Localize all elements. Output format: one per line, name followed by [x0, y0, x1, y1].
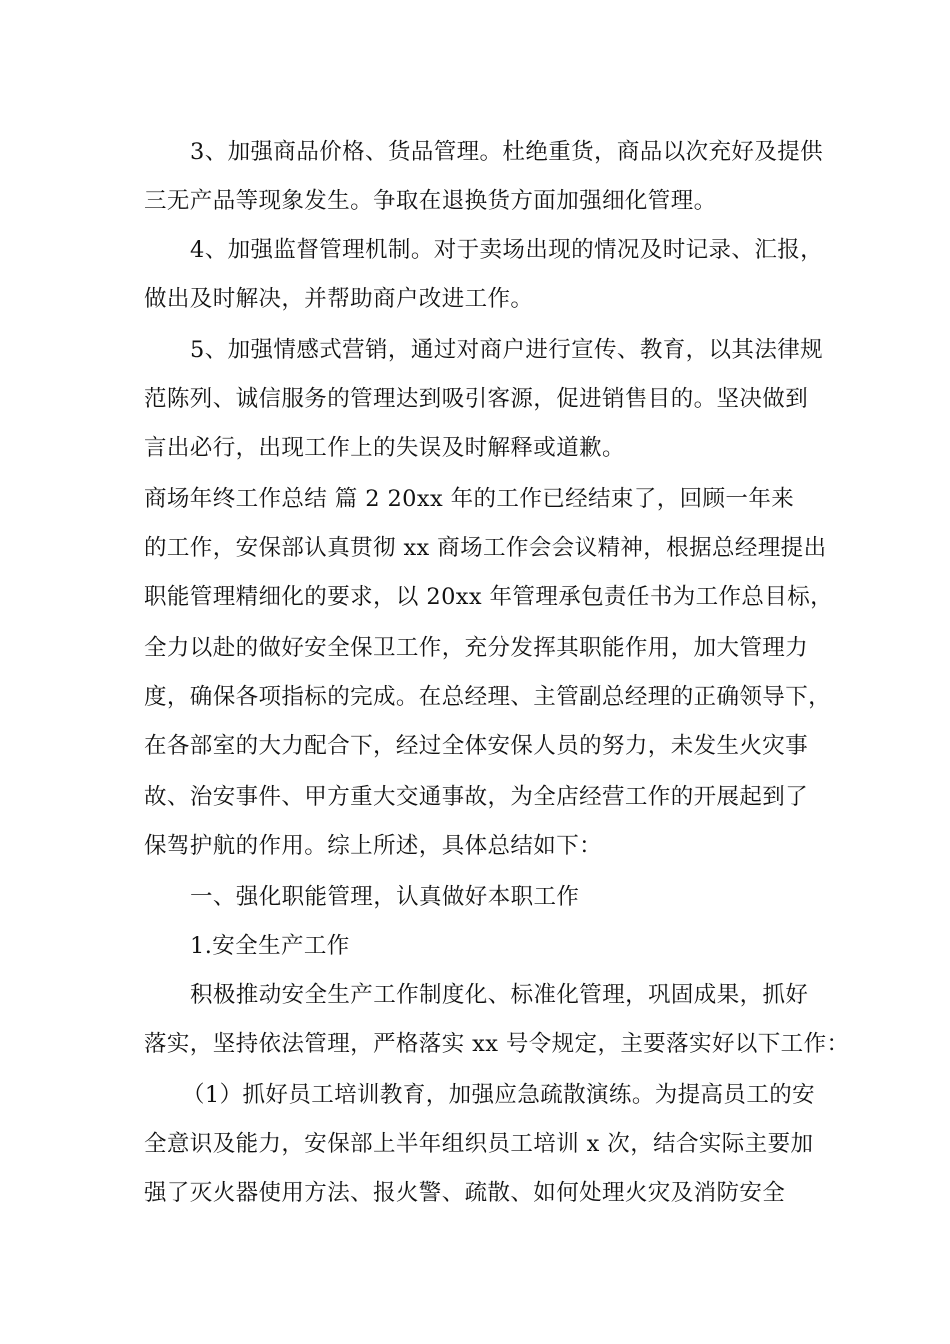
text-line: 范陈列、诚信服务的管理达到吸引客源，促进销售目的。坚决做到 — [144, 386, 809, 412]
text-line: 4、加强监督管理机制。对于卖场出现的情况及时记录、汇报， — [190, 237, 824, 263]
text-line: 度，确保各项指标的完成。在总经理、主管副总经理的正确领导下， — [144, 684, 832, 710]
text-line: 5、加强情感式营销，通过对商户进行宣传、教育，以其法律规 — [190, 337, 824, 363]
subheading-line: 一、强化职能管理，认真做好本职工作 — [190, 884, 580, 910]
text-line: 3、加强商品价格、货品管理。杜绝重货，商品以次充好及提供 — [190, 139, 824, 165]
subheading-line: 1.安全生产工作 — [190, 933, 350, 959]
text-line: 故、治安事件、甲方重大交通事故，为全店经营工作的开展起到了 — [144, 784, 809, 810]
text-line: 职能管理精细化的要求，以 20xx 年管理承包责任书为工作总目标， — [144, 584, 834, 610]
text-line: 做出及时解决，并帮助商户改进工作。 — [144, 286, 534, 312]
text-line: 言出必行，出现工作上的失误及时解释或道歉。 — [144, 435, 625, 461]
text-line: 三无产品等现象发生。争取在退换货方面加强细化管理。 — [144, 188, 717, 214]
text-line: 强了灭火器使用方法、报火警、疏散、如何处理火灾及消防安全 — [144, 1180, 786, 1206]
text-line: （1）抓好员工培训教育，加强应急疏散演练。为提高员工的安 — [182, 1082, 816, 1108]
text-line: 全意识及能力，安保部上半年组织员工培训 x 次，结合实际主要加 — [144, 1131, 814, 1157]
text-line: 在各部室的大力配合下，经过全体安保人员的努力，未发生火灾事 — [144, 733, 809, 759]
text-line: 落实，坚持依法管理，严格落实 xx 号令规定，主要落实好以下工作： — [144, 1031, 850, 1057]
text-line: 积极推动安全生产工作制度化、标准化管理，巩固成果，抓好 — [190, 982, 809, 1008]
text-line: 保驾护航的作用。综上所述，具体总结如下： — [144, 833, 603, 859]
text-line: 的工作，安保部认真贯彻 xx 商场工作会会议精神，根据总经理提出 — [144, 535, 827, 561]
section-heading-line: 商场年终工作总结 篇 2 20xx 年的工作已经结束了，回顾一年来 — [144, 486, 795, 512]
text-line: 全力以赴的做好安全保卫工作，充分发挥其职能作用，加大管理力 — [144, 635, 809, 661]
